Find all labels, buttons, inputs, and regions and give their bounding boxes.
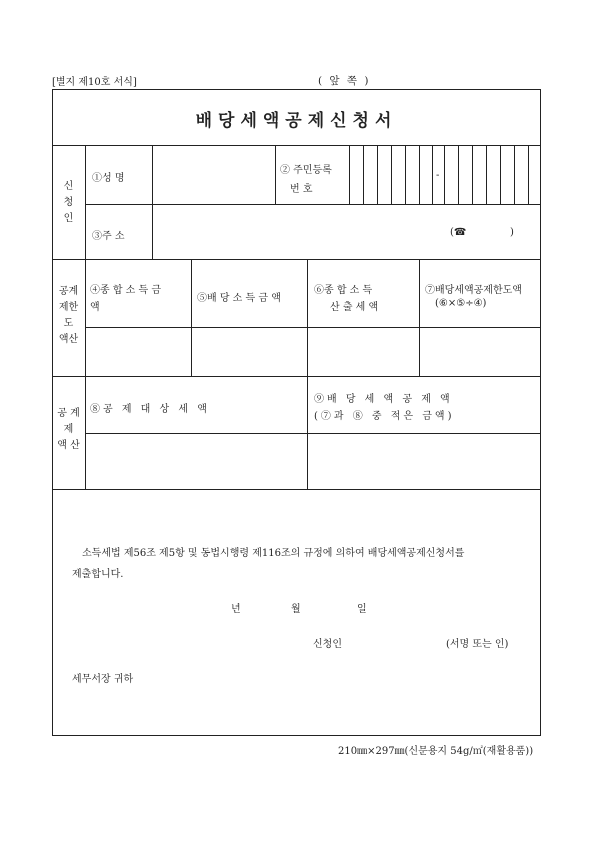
rrn-digit-box (444, 145, 445, 204)
rrn-label-line1: ② 주민등록 (280, 165, 332, 176)
rule-label-value-divider (152, 145, 153, 259)
paper-spec-footer: 210㎜×297㎜(신문용지 54g/㎡(재활용품)) (338, 746, 534, 757)
rrn-digit-box (432, 145, 433, 204)
rule-title-bottom (52, 145, 541, 146)
rule-col6-col7 (419, 259, 420, 376)
declaration-line1: 소득세법 제56조 제5항 및 동법시행령 제116조의 규정에 의하여 배당세액공제신청서를 (82, 548, 465, 559)
rule-deduction-bottom (52, 489, 541, 490)
rrn-digit-box (528, 145, 529, 204)
col6-header-line2: 산 출 세 액 (330, 302, 379, 313)
date-day-label: 일 (357, 604, 367, 615)
rule-rrn-label-divider (349, 145, 350, 204)
col9-header-line2: (⑦과 ⑧ 중 적은 금액) (314, 411, 455, 422)
limit-calc-section-label: 공계 제한 도 액산 (58, 286, 79, 345)
col7-header-line1: ⑦배당세액공제한도액 (425, 285, 522, 296)
col4-header-line2: 액 (90, 302, 100, 313)
rrn-digit-box (419, 145, 420, 204)
applicant-signature-label: 신청인 (313, 639, 342, 650)
rule-col5-col6 (307, 259, 308, 489)
rule-name-bottom (85, 204, 541, 205)
col6-header-line1: ⑥종 합 소 득 (314, 285, 373, 296)
name-label: ①성 명 (92, 173, 125, 184)
rrn-digit-box (458, 145, 459, 204)
col9-header-line1: ⑨배 당 세 액 공 제 액 (314, 394, 453, 405)
addressee: 세무서장 귀하 (72, 674, 134, 685)
rrn-digit-box (405, 145, 406, 204)
rule-limit-bottom (52, 376, 541, 377)
rrn-digit-box (391, 145, 392, 204)
rule-limit-header-bottom (85, 327, 541, 328)
rule-applicant-bottom (52, 259, 541, 260)
signature-note: (서명 또는 인) (446, 639, 509, 650)
declaration-line2: 제출합니다. (72, 569, 124, 580)
rrn-digit-box (377, 145, 378, 204)
rule-col4-col5 (191, 259, 192, 376)
rrn-digit-box (486, 145, 487, 204)
date-month-label: 월 (291, 604, 301, 615)
applicant-section-label: 신 청 인 (63, 181, 74, 224)
address-label: ③주 소 (92, 231, 125, 242)
rrn-digit-box (363, 145, 364, 204)
col4-header-line1: ④종 합 소 득 금 (90, 285, 162, 296)
rule-section-label-divider (85, 145, 86, 489)
date-year-label: 년 (231, 604, 241, 615)
rrn-digit-box (500, 145, 501, 204)
rrn-digit-box (472, 145, 473, 204)
col7-header-line2: (⑥×⑤÷④) (435, 298, 487, 309)
form-number: [별지 제10호 서식] (52, 77, 137, 88)
col8-header: ⑧공 제 대 상 세 액 (90, 404, 210, 415)
rrn-label-line2: 번 호 (290, 184, 313, 195)
phone-close: ) (510, 227, 514, 238)
phone-open: (☎ (450, 227, 467, 238)
deduction-calc-section-label: 공 계 제 액 산 (57, 408, 80, 451)
col5-header: ⑤배 당 소 득 금 액 (197, 293, 281, 304)
form-title: 배당세액공제신청서 (195, 111, 398, 131)
rule-deduction-header-bottom (85, 433, 541, 434)
rule-name-rrn-divider (275, 145, 276, 204)
rrn-digit-box (514, 145, 515, 204)
rrn-separator: - (436, 170, 440, 181)
page-side-label: ( 앞 쪽 ) (318, 75, 371, 87)
